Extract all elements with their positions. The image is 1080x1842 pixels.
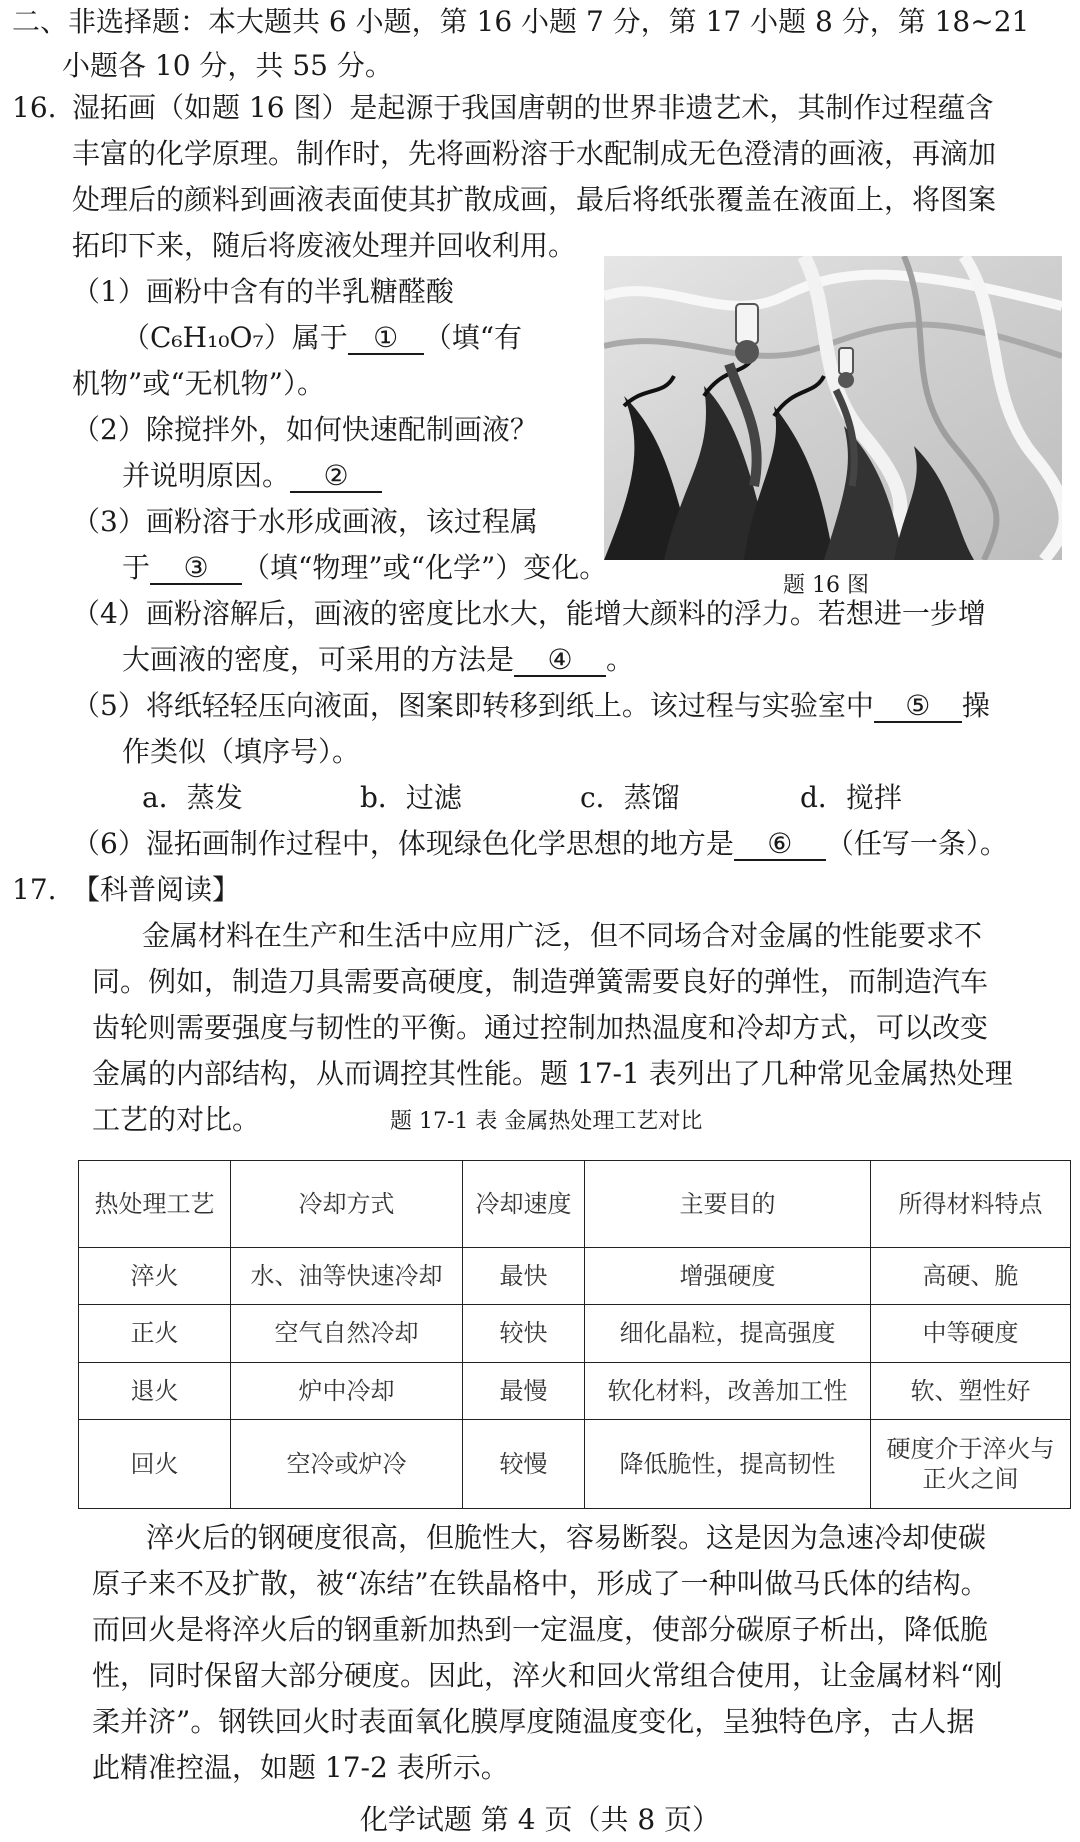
q17-para1-line2: 同。例如，制造刀具需要高硬度，制造弹簧需要良好的弹性，而制造汽车 [92, 965, 989, 998]
q16-part3-line2 [122, 550, 607, 586]
answer-blank-5[interactable]: ⑤ [874, 691, 962, 723]
table-cell: 正火 [79, 1305, 231, 1362]
marbling-painting-illustration [604, 256, 1062, 560]
q16-part1-line1: （1）画粉中含有的半乳糖醛酸 [72, 275, 454, 308]
q16-part2-text: 并说明原因。 [122, 459, 291, 492]
option-d: d．搅拌 [800, 781, 902, 814]
table-cell: 空冷或炉冷 [231, 1419, 463, 1508]
table-cell: 回火 [79, 1419, 231, 1508]
q17-para1-line1: 金属材料在生产和生活中应用广泛，但不同场合对金属的性能要求不 [142, 919, 983, 952]
q16-part4-pre: 大画液的密度，可采用的方法是 [122, 643, 515, 676]
q16-part4-line1: （4）画粉溶解后，画液的密度比水大，能增大颜料的浮力。若想进一步增 [72, 597, 986, 630]
q17-heading: 【科普阅读】 [72, 873, 241, 906]
table-cell: 炉中冷却 [231, 1362, 463, 1419]
q16-part1-tail: （填“有 [423, 321, 523, 354]
q16-part2-line1: （2）除搅拌外，如何快速配制画液？ [72, 413, 538, 446]
q16-part6-line1 [72, 826, 1008, 862]
table-cell: 较慢 [463, 1419, 585, 1508]
q16-part5-pre: （5）将纸轻轻压向液面，图案即转移到纸上。该过程与实验室中 [72, 689, 874, 722]
table-cell: 空气自然冷却 [231, 1305, 463, 1362]
table17-1-caption: 题 17-1 表 金属热处理工艺对比 [390, 1109, 703, 1134]
table-cell: 中等硬度 [871, 1305, 1071, 1362]
q17-para2-line3: 而回火是将淬火后的钢重新加热到一定温度，使部分碳原子析出，降低脆 [92, 1613, 989, 1646]
q17-number: 17. [12, 873, 57, 906]
table-cell: 淬火 [79, 1248, 231, 1305]
q16-part3-tail: （填“物理”或“化学”）变化。 [242, 551, 608, 584]
table-header-cell: 热处理工艺 [79, 1161, 231, 1248]
marbling-painting-image [604, 256, 1062, 560]
table-cell: 最快 [463, 1248, 585, 1305]
q16-number: 16. [12, 91, 57, 124]
q16-intro-line1: 湿拓画（如题 16 图）是起源于我国唐朝的世界非遗艺术，其制作过程蕴含 [72, 91, 994, 124]
q16-part4-tail: 。 [606, 643, 635, 676]
q17-para1-line3: 齿轮则需要强度与韧性的平衡。通过控制加热温度和冷却方式，可以改变 [92, 1011, 989, 1044]
q16-part3-pre: 于 [122, 551, 151, 584]
option-b: b．过滤 [360, 781, 462, 814]
table-header-cell: 主要目的 [585, 1161, 871, 1248]
q17-para2-line4: 性，同时保留大部分硬度。因此，淬火和回火常组合使用，让金属材料“刚 [92, 1659, 1003, 1692]
table-cell: 高硬、脆 [871, 1248, 1071, 1305]
page-footer: 化学试题 第 4 页（共 8 页） [359, 1803, 721, 1836]
q16-part3-line1: （3）画粉溶于水形成画液，该过程属 [72, 505, 538, 538]
q16-part6-tail: （任写一条）。 [825, 827, 1008, 860]
q16-part5-line2: 作类似（填序号）。 [122, 735, 361, 768]
q17-para2-line6: 此精准控温，如题 17-2 表所示。 [92, 1751, 509, 1784]
answer-blank-6[interactable]: ⑥ [734, 829, 826, 861]
answer-blank-4[interactable]: ④ [514, 645, 606, 677]
q16-part5-tail: 操 [961, 689, 990, 722]
table-header-cell: 冷却方式 [231, 1161, 463, 1248]
table-row [79, 1248, 1071, 1305]
answer-blank-3[interactable]: ③ [150, 553, 242, 585]
section-heading-line1: 二、非选择题：本大题共 6 小题，第 16 小题 7 分，第 17 小题 8 分，第 18~21 [12, 5, 1030, 38]
table-cell: 细化晶粒，提高强度 [585, 1305, 871, 1362]
q17-para2-line5: 柔并济”。钢铁回火时表面氧化膜厚度随温度变化，呈独特色序，古人据 [92, 1705, 975, 1738]
q17-para2-line1: 淬火后的钢硬度很高，但脆性大，容易断裂。这是因为急速冷却使碳 [146, 1521, 987, 1554]
heat-treatment-table [78, 1160, 1071, 1509]
q16-part1-line2 [122, 320, 522, 356]
q17-para1-line4: 金属的内部结构，从而调控其性能。题 17-1 表列出了几种常见金属热处理 [92, 1057, 1013, 1090]
table-cell: 软化材料，改善加工性 [585, 1362, 871, 1419]
table-header-row [79, 1161, 1071, 1248]
table-row [79, 1305, 1071, 1362]
table-cell: 水、油等快速冷却 [231, 1248, 463, 1305]
table-cell: 最慢 [463, 1362, 585, 1419]
figure16-caption: 题 16 图 [783, 573, 869, 598]
answer-blank-1[interactable]: ① [348, 323, 424, 355]
q16-intro-line4: 拓印下来，随后将废液处理并回收利用。 [72, 229, 577, 262]
table-cell: 软、塑性好 [871, 1362, 1071, 1419]
q16-part1-line3: 机物”或“无机物”）。 [72, 367, 325, 400]
q16-intro-line3: 处理后的颜料到画液表面使其扩散成画，最后将纸张覆盖在液面上，将图案 [72, 183, 997, 216]
table-cell: 硬度介于淬火与正火之间 [871, 1419, 1071, 1508]
section-heading-line2: 小题各 10 分，共 55 分。 [62, 49, 393, 82]
q16-part4-line2 [122, 642, 634, 678]
table-cell: 降低脆性，提高韧性 [585, 1419, 871, 1508]
table-header-cell: 冷却速度 [463, 1161, 585, 1248]
table-cell: 退火 [79, 1362, 231, 1419]
table-cell: 较快 [463, 1305, 585, 1362]
table-header-cell: 所得材料特点 [871, 1161, 1071, 1248]
q16-part2-line2 [122, 458, 382, 494]
q16-intro-line2: 丰富的化学原理。制作时，先将画粉溶于水配制成无色澄清的画液，再滴加 [72, 137, 997, 170]
table-cell: 增强硬度 [585, 1248, 871, 1305]
q17-para2-line2: 原子来不及扩散，被“冻结”在铁晶格中，形成了一种叫做马氏体的结构。 [92, 1567, 989, 1600]
q16-part1-formula: （C₆H₁₀O₇）属于 [122, 321, 348, 354]
q16-part6-pre: （6）湿拓画制作过程中，体现绿色化学思想的地方是 [72, 827, 734, 860]
option-a: a．蒸发 [142, 781, 243, 814]
option-c: c．蒸馏 [580, 781, 680, 814]
table-row [79, 1362, 1071, 1419]
q17-para1-line5: 工艺的对比。 [92, 1103, 261, 1136]
q16-part5-line1 [72, 688, 990, 724]
table-row [79, 1419, 1071, 1508]
answer-blank-2[interactable]: ② [290, 461, 382, 493]
